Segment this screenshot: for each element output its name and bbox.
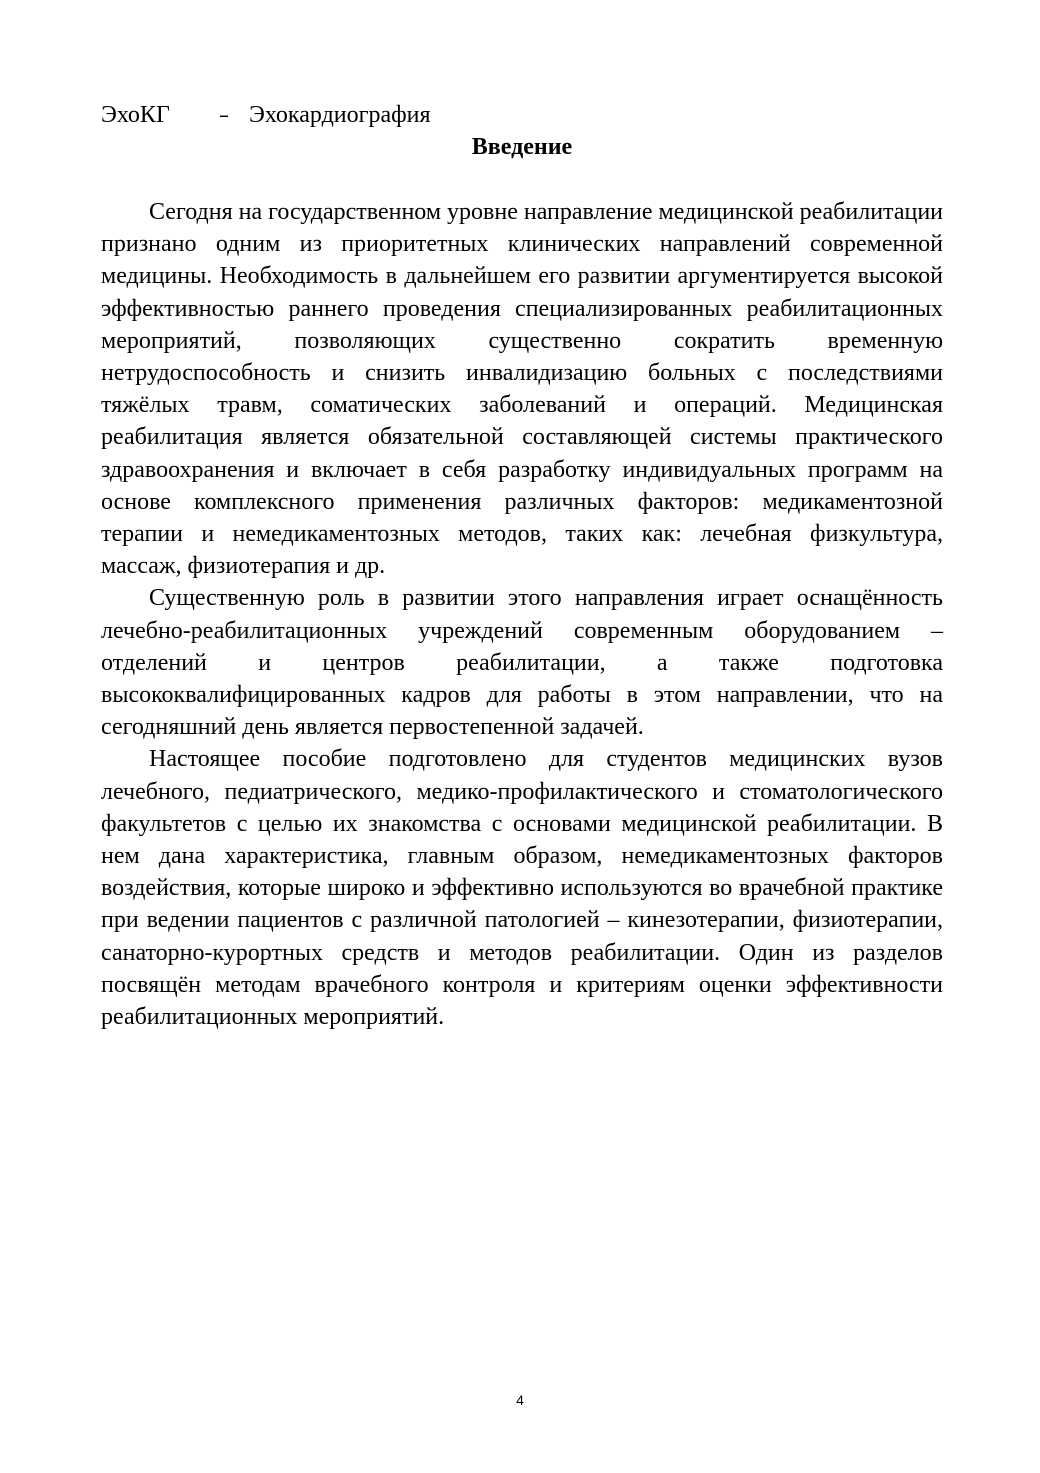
- abbreviation-entry: [101, 99, 431, 131]
- abbreviation-definition: Эхокардиография: [249, 102, 431, 128]
- abbreviation-dash: –: [219, 103, 229, 127]
- paragraph-3: Настоящее пособие подготовлено для студентов медицинских вузов лечебного, педиатрического, медико-профилактического и стоматологического факультетов с целью их знакомства с основами медицинской реабилитации. В нем дана характеристика, главным образом, немедикаментозных факторов воздействия, которые широко и эффективно используются во врачебной практике при ведении пациентов с различной патологией – кинезотерапии, физиотерапии, санаторно-курортных средств и методов реабилитации. Один из разделов посвящён методам врачебного контроля и критериям оценки эффективности реабилитационных мероприятий.: [101, 746, 943, 1031]
- abbreviation-term: ЭхоКГ: [101, 102, 170, 128]
- document-body: [101, 196, 943, 1033]
- section-heading: Введение: [471, 134, 573, 160]
- paragraph-2: Существенную роль в развитии этого направления играет оснащённость лечебно-реабилитационных учреждений современным оборудованием – отделений и центров реабилитации, а также подготовка высококвалифицированных кадров для работы в этом направлении, что на сегодняшний день является первостепенной задачей.: [101, 585, 943, 741]
- page-number: 4: [516, 1392, 524, 1408]
- paragraph-1: Сегодня на государственном уровне направление медицинской реабилитации признано одним из приоритетных клинических направлений современной медицины. Необходимость в дальнейшем его развитии аргументируется высокой эффективностью раннего проведения специализированных реабилитационных мероприятий, позволяющих существенно сократить временную нетрудоспособность и снизить инвалидизацию больных с последствиями тяжёлых травм, соматических заболеваний и операций. Медицинская реабилитация является обязательной составляющей системы практического здравоохранения и включает в себя разработку индивидуальных программ на основе комплексного применения различных факторов: медикаментозной терапии и немедикаментозных методов, таких как: лечебная физкультура, массаж, физиотерапия и др.: [101, 199, 944, 580]
